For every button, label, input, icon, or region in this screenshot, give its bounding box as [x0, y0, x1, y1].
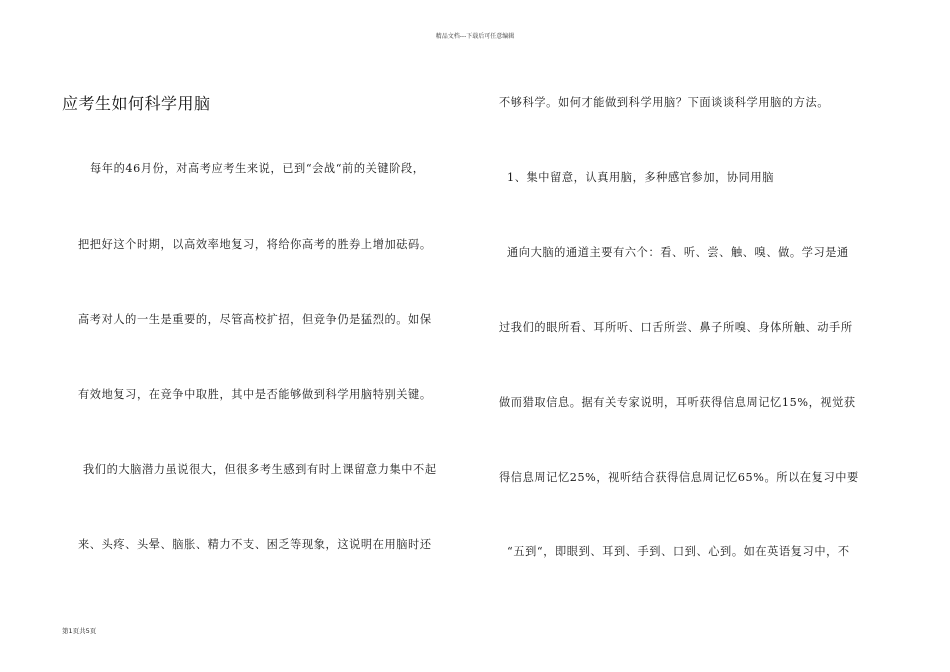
document-title: 应考生如何科学用脑	[62, 94, 211, 113]
page-number: 第1页共5页	[62, 627, 97, 635]
left-paragraph-line: 来、头疼、头晕、脑胀、精力不支、困乏等现象，这说明在用脑时还	[78, 538, 432, 551]
right-paragraph-line: “五到“，即眼到、耳到、手到、口到、心到。如在英语复习中，不	[507, 545, 850, 558]
left-paragraph-line: 把把好这个时期，以高效率地复习，将给你高考的胜券上增加砝码。	[78, 238, 432, 251]
left-paragraph-line: 高考对人的一生是重要的，尽管高校扩招，但竞争仍是猛烈的。如保	[78, 313, 432, 326]
right-paragraph-line: 做而猎取信息。据有关专家说明，耳听获得信息周记忆15%，视觉获	[499, 396, 856, 409]
page-header: 精品文档---下载后可任意编辑	[435, 33, 515, 40]
right-paragraph-line: 不够科学。如何才能做到科学用脑？下面谈谈科学用脑的方法。	[499, 96, 830, 109]
section-heading: 1、集中留意，认真用脑，多种感官参加，协同用脑	[507, 171, 775, 184]
right-paragraph-line: 通向大脑的通道主要有六个：看、听、尝、触、嗅、做。学习是通	[507, 246, 849, 259]
left-paragraph-line: 每年的46月份，对高考应考生来说，已到“会战“前的关键阶段，	[90, 162, 425, 175]
left-paragraph-line: 我们的大脑潜力虽说很大，但很多考生感到有时上课留意力集中不起	[83, 463, 437, 476]
left-paragraph-line: 有效地复习，在竞争中取胜，其中是否能够做到科学用脑特别关键。	[78, 388, 432, 401]
right-paragraph-line: 过我们的眼所看、耳所听、口舌所尝、鼻子所嗅、身体所触、动手所	[499, 321, 853, 334]
right-paragraph-line: 得信息周记忆25%，视听结合获得信息周记忆65%。所以在复习中要	[499, 471, 859, 484]
